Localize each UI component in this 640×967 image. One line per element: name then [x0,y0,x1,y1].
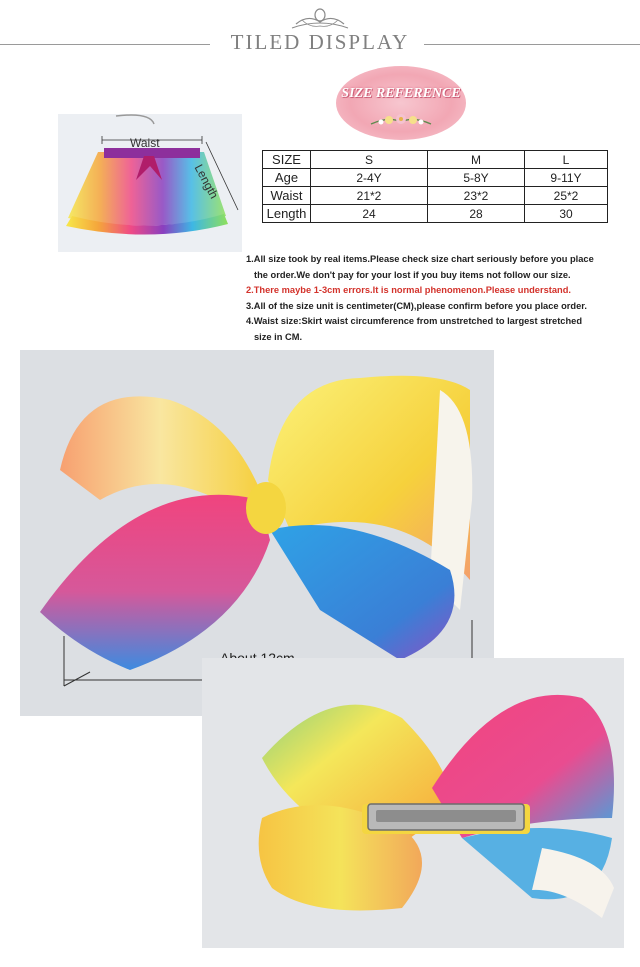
size-reference-badge [336,66,466,140]
table-row [263,169,608,187]
ornament-icon [288,6,352,32]
bow-back-illustration [202,658,624,948]
table-header-cell: L [525,151,608,169]
note-4: 4.Waist size:Skirt waist circumference from unstretched to largest stretched [246,316,582,326]
note-4-cont: size in CM. [254,331,303,342]
table-header-cell: SIZE [263,151,311,169]
table-header-row [263,151,608,169]
table-cell: 28 [428,205,525,223]
table-cell: Length [263,205,311,223]
table-cell: 30 [525,205,608,223]
table-cell: 21*2 [311,187,428,205]
size-table [262,150,608,223]
table-header-cell: M [428,151,525,169]
table-cell: 9-11Y [525,169,608,187]
table-cell: 2-4Y [311,169,428,187]
table-cell: 23*2 [428,187,525,205]
note-2: 2.There maybe 1-3cm errors.It is normal phenomenon.Please understand. [246,285,571,295]
table-cell: Waist [263,187,311,205]
page-title: TILED DISPLAY [230,30,410,54]
flower-decoration-icon [369,110,433,130]
size-notes [246,252,616,345]
table-cell: Age [263,169,311,187]
table-cell: 25*2 [525,187,608,205]
bow-back-photo [202,658,624,948]
table-row [263,187,608,205]
table-cell: 5-8Y [428,169,525,187]
length-label: Length [191,162,222,201]
table-cell: 24 [311,205,428,223]
note-1-cont: the order.We don't pay for your lost if you buy items not follow our size. [254,269,571,280]
tutu-photo [58,114,242,252]
note-1: 1.All size took by real items.Please check size chart seriously before you place [246,254,594,264]
table-row [263,205,608,223]
note-3: 3.All of the size unit is centimeter(CM),please confirm before you place order. [246,300,587,311]
table-header-cell: S [311,151,428,169]
badge-label: SIZE REFERENCE [341,86,461,101]
waist-label: Waist [130,136,160,150]
